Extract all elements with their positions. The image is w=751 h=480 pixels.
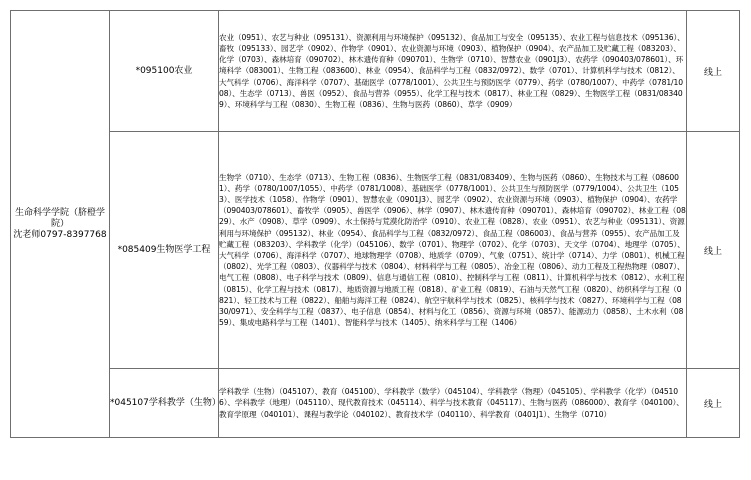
accepted-majors-cell: 生物学（0710）、生态学（0713）、生物工程（0836）、生物医学工程（0831/083409）、生物与医药（0860）、生物技术与工程（086001）、药学（0780/1007/1055）、中药学（0781/1008）、基础医学（0778/1001）、公共卫生与预防医学（0779/1004）、公共卫生（1053）、医学技术（1058）、作物学（0901）、智慧农业（0901J3）、园艺学（0902）、农业资源与环境（0903）、植物保护（0904）、农药学（090403/078601）、畜牧学（0905）、兽医学（0906）、林学（0907）、林木遗传育种（090701）、森林培育（090702）、林业工程（0829）、水产（0908）、草学（0909）、水土保持与荒漠化防治学（0910）、农业工程（0828）、农业（0951）、农艺与种业（095131）、资源利用与环境保护（095132）、林业（0954）、食品科学与工程（0832/0972）、食品工程（086003）、食品与营养（0955）、农产品加工及贮藏工程（083203）、学科教学（化学）（045106）、数学（0701）、物理学（0702）、化学（0703）、天文学（0704）、地理学（0705）、大气科学（0706）、海洋科学（0707）、地球物理学（0708）、地质学（0709）、气象（0751）、统计学（0714）、力学（0801）、机械工程（0802）、光学工程（0803）、仪器科学与技术（0804）、材料科学与工程（0805）、冶金工程（0806）、动力工程及工程热物理（0807）、电气工程（0808）、电子科学与技术（0809）、信息与通信工程（0810）、控制科学与工程（0811）、计算机科学与技术（0812）、水利工程（0815）、化学工程与技术（0817）、地质资源与地质工程（0818）、矿业工程（0819）、石油与天然气工程（0820）、纺织科学与工程（0821）、轻工技术与工程（0822）、船舶与海洋工程（0824）、航空宇航科学与技术（0825）、核科学与技术（0827）、环境科学与工程（0830/0971）、安全科学与工程（0837）、电子信息（0854）、材料与化工（0856）、资源与环境（0857）、能源动力（0858）、土木水利（0859）、集成电路科学与工程（1401）、智能科学与技术（1405）、纳米科学与工程（1406） (219, 132, 687, 369)
exam-mode-cell: 线上 (687, 369, 740, 438)
accepted-majors-cell: 学科教学（生物）（045107）、教育（045100）、学科教学（数学）（045104）、学科教学（物理）（045105）、学科教学（化学）（045106）、学科教学（地理）（045110）、现代教育技术（045114）、科学与技术教育（045117）、生物与医药（086000）、教育学（040100）、教育学原理（040101）、课程与教学论（040102）、教育技术学（040110）、科学教育（0401J1）、生物学（0710） (219, 369, 687, 438)
major-cell: *095100农业 (110, 11, 219, 132)
accepted-majors-cell: 农业（0951）、农艺与种业（095131）、资源利用与环境保护（095132）、食品加工与安全（095135）、农业工程与信息技术（095136）、畜牧（095133）、园艺学（0902）、作物学（0901）、农业资源与环境（0903）、植物保护（0904）、农产品加工及贮藏工程（083203）、化学（0703）、森林培育（090702）、林木遗传育种（090701）、生物学（0710）、智慧农业（0901J3）、农药学（090403/078601）、环境科学（083001）、生物工程（083600）、林业（0954）、食品科学与工程（0832/0972）、数学（0701）、计算机科学与技术（0812）、大气科学（0706）、海洋科学（0707）、基础医学（0778/1001）、公共卫生与预防医学（0779）、药学（0780/1007）、中药学（0781/1008）、生态学（0713）、兽医（0952）、食品与营养（0955）、化学工程与技术（0817）、林业工程（0829）、生物医学工程（0831/083409）、环境科学与工程（0830）、生物工程（0836）、生物与医药（0860）、草学（0909） (219, 11, 687, 132)
exam-mode-cell: 线上 (687, 11, 740, 132)
table-row (11, 369, 740, 438)
table-row (11, 132, 740, 369)
college-name: 生命科学学院（脐橙学院） (14, 207, 105, 229)
adjustment-table (10, 10, 740, 438)
college-contact: 沈老师0797-8397768 (13, 229, 107, 240)
college-cell (11, 11, 110, 438)
exam-mode-cell: 线上 (687, 132, 740, 369)
major-cell: *085409生物医学工程 (110, 132, 219, 369)
table-row (11, 11, 740, 132)
major-cell: *045107学科教学（生物） (110, 369, 219, 438)
